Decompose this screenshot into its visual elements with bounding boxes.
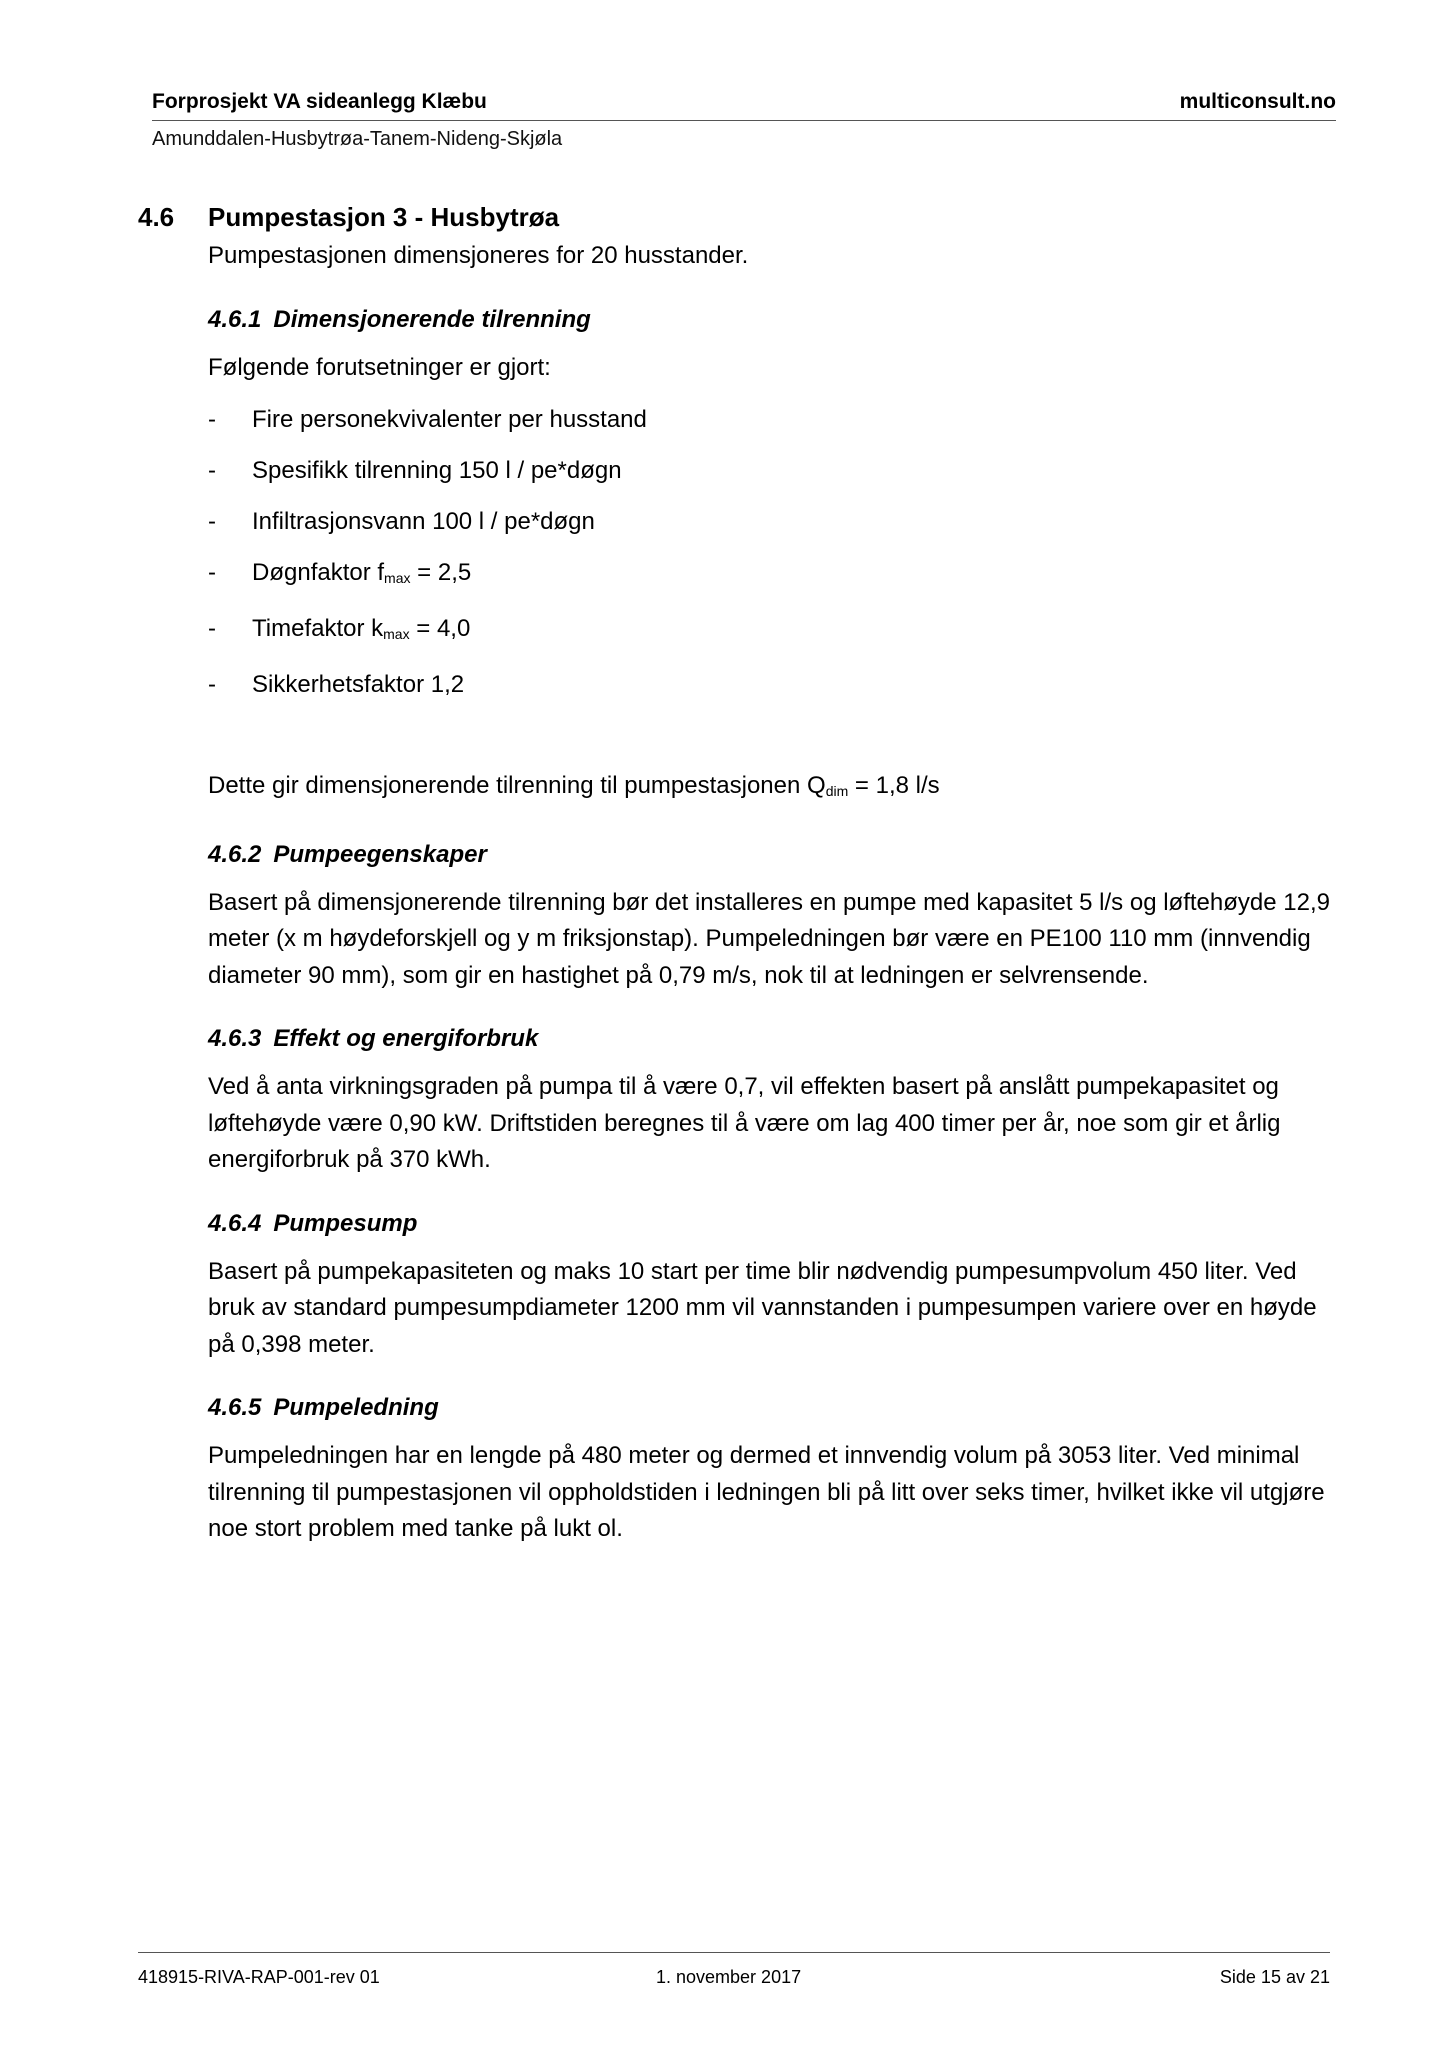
text-part: Timefaktor k	[252, 615, 384, 642]
list-item-text: Infiltrasjonsvann 100 l / pe*døgn	[252, 508, 595, 535]
section-intro: Pumpestasjonen dimensjoneres for 20 husstander.	[208, 242, 749, 269]
subsection-heading-465	[208, 1391, 1338, 1425]
subscript: dim	[825, 783, 849, 799]
list-item-text: Sikkerhetsfaktor 1,2	[252, 671, 465, 698]
footer-doc-id: 418915-RIVA-RAP-001-rev 01	[138, 1967, 380, 1987]
subsection-heading-462	[208, 838, 1338, 872]
subscript: max	[383, 626, 410, 642]
subsection-number: 4.6.2	[208, 840, 262, 868]
subsection-heading-463	[208, 1022, 1338, 1056]
sump-text: Basert på pumpekapasiteten og maks 10 start per time blir nødvendig pumpesumpvolum 450 liter. Ved bruk av standard pumpesumpdiameter 1200 mm vil vannstanden i pumpesumpen variere over en høyde på 0,398 meter.	[208, 1257, 1317, 1358]
section-heading	[138, 200, 1338, 234]
subsection-heading-464	[208, 1207, 1338, 1241]
list-item: - Infiltrasjonsvann 100 l / pe*døgn	[208, 505, 1338, 539]
page-header	[152, 90, 1336, 151]
footer-date: 1. november 2017	[656, 1967, 802, 1987]
footer-page-number: Side 15 av 21	[1219, 1967, 1330, 1987]
text-part: = 1,8 l/s	[848, 772, 940, 799]
subscript: max	[384, 570, 411, 586]
section-number: 4.6	[138, 202, 175, 232]
text-part: = 2,5	[410, 559, 472, 586]
list-item-text	[252, 612, 470, 651]
pump-properties-text: Basert på dimensjonerende tilrenning bør det installeres en pumpe med kapasitet 5 l/s og løftehøyde 12,9 meter (x m høydeforskjell og y m friksjonstap). Pumpeledningen bør være en PE100 110 mm (innvendig diameter 90 mm), som gir en hastighet på 0,79 m/s, nok til at ledningen er selvrensende.	[208, 888, 1330, 989]
list-item: - Timefaktor $k_{max} = 4,0$	[208, 612, 1338, 651]
list-item: - Sikkerhetsfaktor 1,2	[208, 668, 1338, 702]
subsection-number: 4.6.1	[208, 305, 262, 333]
list-item: - Fire personekvivalenter per husstand	[208, 403, 1338, 437]
list-item-text: Spesifikk tilrenning 150 l / pe*døgn	[252, 457, 622, 484]
assumptions-lead: Følgende forutsetninger er gjort:	[208, 353, 551, 381]
subsection-number: 4.6.5	[208, 1394, 262, 1421]
list-item-text: Fire personekvivalenter per husstand	[252, 406, 647, 433]
subsection-title: Pumpeegenskaper	[273, 840, 487, 868]
header-top-row	[152, 90, 1336, 121]
text-part: = 4,0	[409, 615, 471, 642]
list-item: - Døgnfaktor $f_{max} = 2,5$	[208, 556, 1338, 595]
subsection-number: 4.6.3	[208, 1025, 262, 1052]
page-content	[138, 200, 1338, 1548]
page-footer	[138, 1952, 1330, 1988]
list-item-text	[252, 556, 471, 595]
energy-text: Ved å anta virkningsgraden på pumpa til å være 0,7, vil effekten basert på anslått pumpekapasitet og løftehøyde være 0,90 kW. Driftstiden beregnes til å være om lag 400 timer per år, noe som gir et årlig energiforbruk på 370 kWh.	[208, 1073, 1281, 1173]
subsection-number: 4.6.4	[208, 1209, 262, 1237]
header-site: multiconsult.no	[1179, 90, 1336, 113]
text-part: Døgnfaktor f	[252, 559, 385, 586]
subsection-title: Dimensjonerende tilrenning	[273, 305, 591, 333]
subsection-title: Pumpesump	[273, 1209, 418, 1237]
header-project-title: Forprosjekt VA sideanlegg Klæbu	[152, 90, 487, 113]
section-title: Pumpestasjon 3 - Husbytrøa	[208, 202, 560, 232]
pipeline-text: Pumpeledningen har en lengde på 480 meter og dermed et innvendig volum på 3053 liter. Ved minimal tilrenning til pumpestasjonen vil oppholdstiden i ledningen bli på litt over seks timer, hvilket ikke vil utgjøre noe stort problem med tanke på lukt ol.	[208, 1442, 1325, 1542]
subsection-heading-461	[208, 303, 1338, 337]
list-item: - Spesifikk tilrenning 150 l / pe*døgn	[208, 454, 1338, 488]
subsection-title: Pumpeledning	[273, 1394, 439, 1421]
subsection-title: Effekt og energiforbruk	[273, 1025, 539, 1052]
assumptions-list	[208, 403, 1338, 702]
result-text	[208, 768, 1338, 810]
header-subtitle: Amunddalen-Husbytrøa-Tanem-Nideng-Skjøla	[152, 128, 563, 150]
text-part: Dette gir dimensjonerende tilrenning til pumpestasjonen Q	[208, 772, 826, 799]
